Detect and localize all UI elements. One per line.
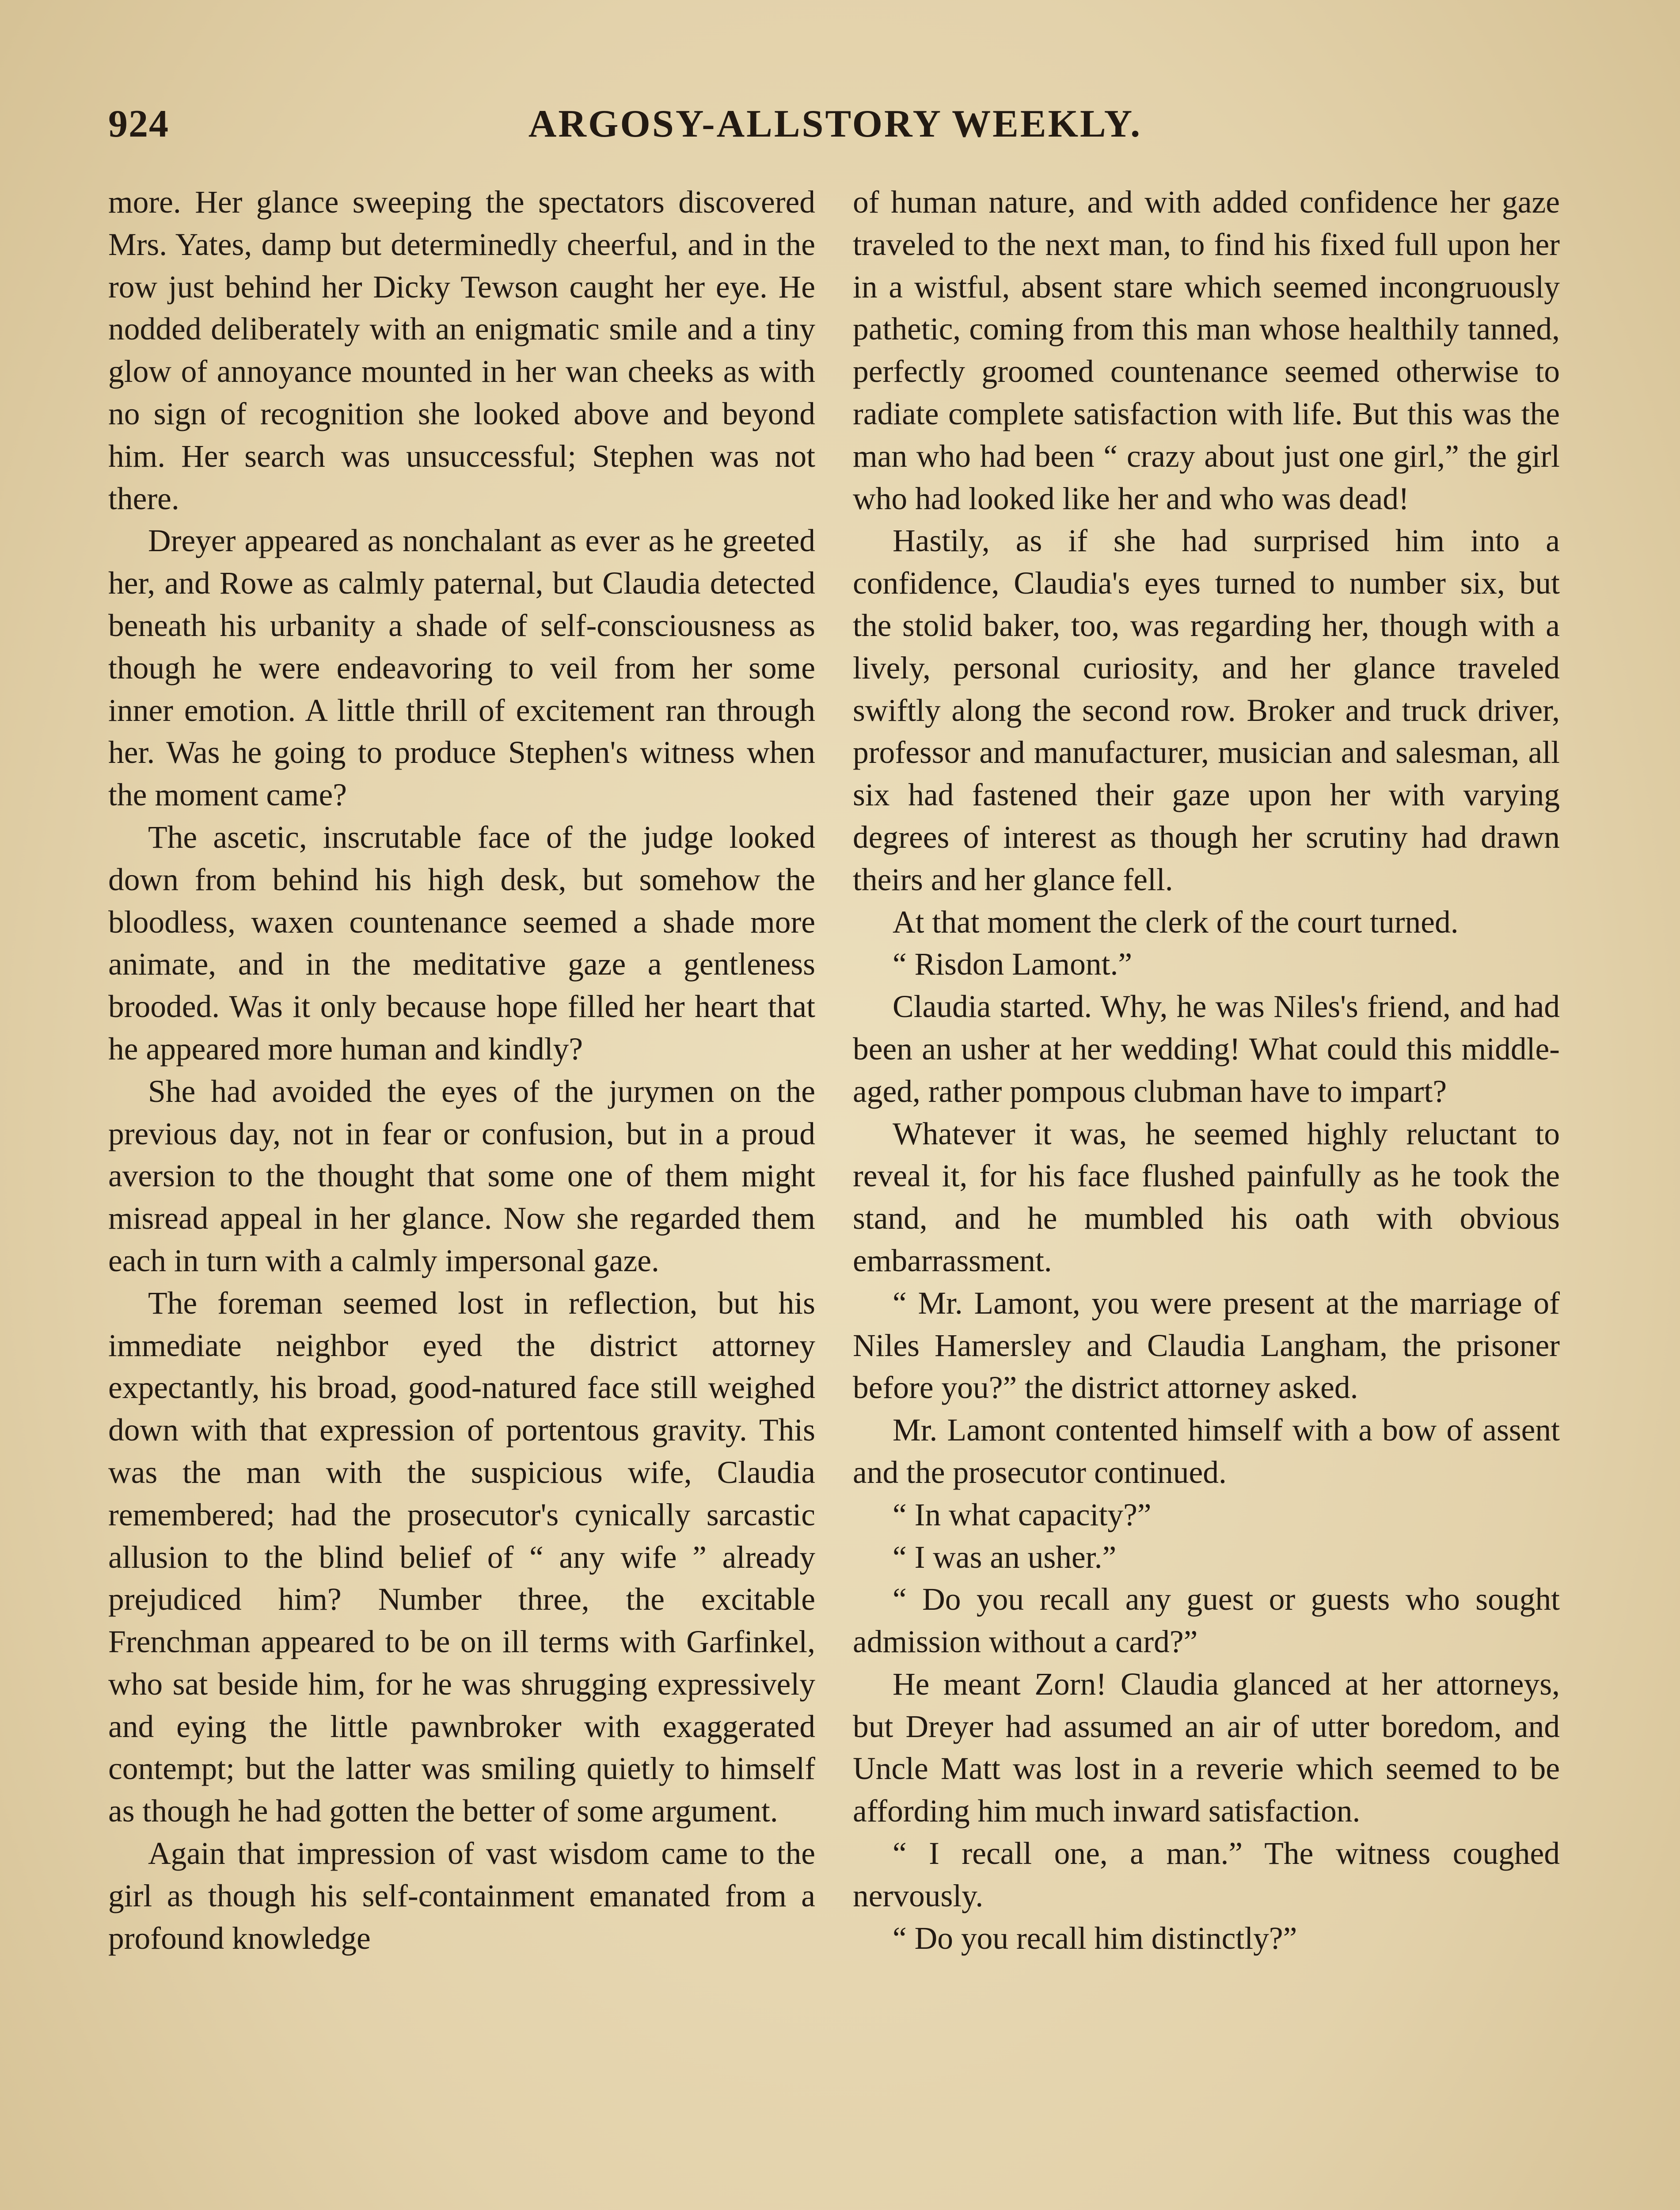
paragraph: more. Her glance sweeping the spectators discovered Mrs. Yates, damp but determinedly cheerful, and in the row just behind her Dicky Tewson caught her eye. He nodded deliberately with an enigmatic smile and a tiny glow of annoyance mounted in her wan cheeks as with no sign of recognition she looked above and beyond him. Her search was unsuccessful; Stephen was not there. (108, 185, 815, 516)
running-title: ARGOSY-ALLSTORY WEEKLY. (528, 103, 1142, 145)
paragraph: “ Risdon Lamont.” (893, 947, 1133, 982)
paragraph: He meant Zorn! Claudia glanced at her attorneys, but Dreyer had assumed an air of utter boredom, and Uncle Matt was lost in a reverie which seemed to be affording him much inward satisfaction. (853, 1666, 1560, 1829)
paragraph: Again that impression of vast wisdom came to the girl as though his self-containment emanated from a profound knowledge (108, 1836, 815, 1956)
paragraph: “ Mr. Lamont, you were present at the marriage of Niles Hamersley and Claudia Langham, the prisoner before you?” the district attorney asked. (853, 1285, 1560, 1406)
paragraph: The ascetic, inscrutable face of the judge looked down from behind his high desk, but somehow the bloodless, waxen countenance seemed a shade more animate, and in the meditative gaze a gentleness brooded. Was it only because hope filled her heart that he appeared more human and kindly? (108, 819, 815, 1067)
paragraph: Hastily, as if she had surprised him into a confidence, Claudia's eyes turned to number six, but the stolid baker, too, was regarding her, though with a lively, personal curiosity, and her glance traveled swiftly along the second row. Broker and truck driver, professor and manufacturer, musician and salesman, all six had fastened their gaze upon her with varying degrees of interest as though her scrutiny had drawn theirs and her glance fell. (853, 523, 1560, 897)
paragraph: “ Do you recall any guest or guests who sought admission without a card?” (853, 1582, 1560, 1660)
paragraph: “ I recall one, a man.” The witness coughed nervously. (853, 1836, 1560, 1913)
paragraph: She had avoided the eyes of the jurymen on the previous day, not in fear or confusion, but in a proud aversion to the thought that some one of them might misread appeal in her glance. Now she regarded them each in turn with a calmly impersonal gaze. (108, 1074, 815, 1278)
paragraph: The foreman seemed lost in reflection, but his immediate neighbor eyed the district attorney expectantly, his broad, good-natured face still weighed down with that expression of portentous gravity. This was the man with the suspicious wife, Claudia remembered; had the prosecutor's cynically sarcastic allusion to the blind belief of “ any wife ” already prejudiced him? Number three, the excitable Frenchman appeared to be on ill terms with Garfinkel, who sat beside him, for he was shrugging expressively and eying the little pawnbroker with exaggerated contempt; but the latter was smiling quietly to himself as though he had gotten the better of some argument. (108, 1285, 815, 1829)
paragraph: of human nature, and with added confidence her gaze traveled to the next man, to find his fixed full upon her in a wistful, absent stare which seemed incongruously pathetic, coming from this man whose healthily tanned, perfectly groomed countenance seemed otherwise to radiate complete satisfaction with life. But this was the man who had been “ crazy about just one girl,” the girl who had looked like her and who was dead! (853, 185, 1560, 516)
page-number: 924 (108, 103, 169, 145)
paragraph: “ In what capacity?” (893, 1497, 1152, 1532)
paragraph: Claudia started. Why, he was Niles's friend, and had been an usher at her wedding! What could this middle-aged, rather pompous clubman have to impart? (853, 989, 1560, 1109)
paragraph: “ I was an usher.” (893, 1539, 1117, 1575)
paragraph: Whatever it was, he seemed highly reluctant to reveal it, for his face flushed painfully as he took the stand, and he mumbled his oath with obvious embarrassment. (853, 1116, 1560, 1278)
paragraph: At that moment the clerk of the court turned. (893, 904, 1459, 940)
right-column (853, 181, 1560, 1959)
page-header (108, 102, 1562, 155)
paragraph: “ Do you recall him distinctly?” (893, 1920, 1297, 1956)
paragraph: Dreyer appeared as nonchalant as ever as he greeted her, and Rowe as calmly paternal, but Claudia detected beneath his urbanity a shade of self-consciousness as though he were endeavoring to veil from her some inner emotion. A little thrill of excitement ran through her. Was he going to produce Stephen's witness when the moment came? (108, 523, 815, 813)
left-column (108, 181, 815, 1959)
paragraph: Mr. Lamont contented himself with a bow of assent and the prosecutor continued. (853, 1413, 1560, 1490)
